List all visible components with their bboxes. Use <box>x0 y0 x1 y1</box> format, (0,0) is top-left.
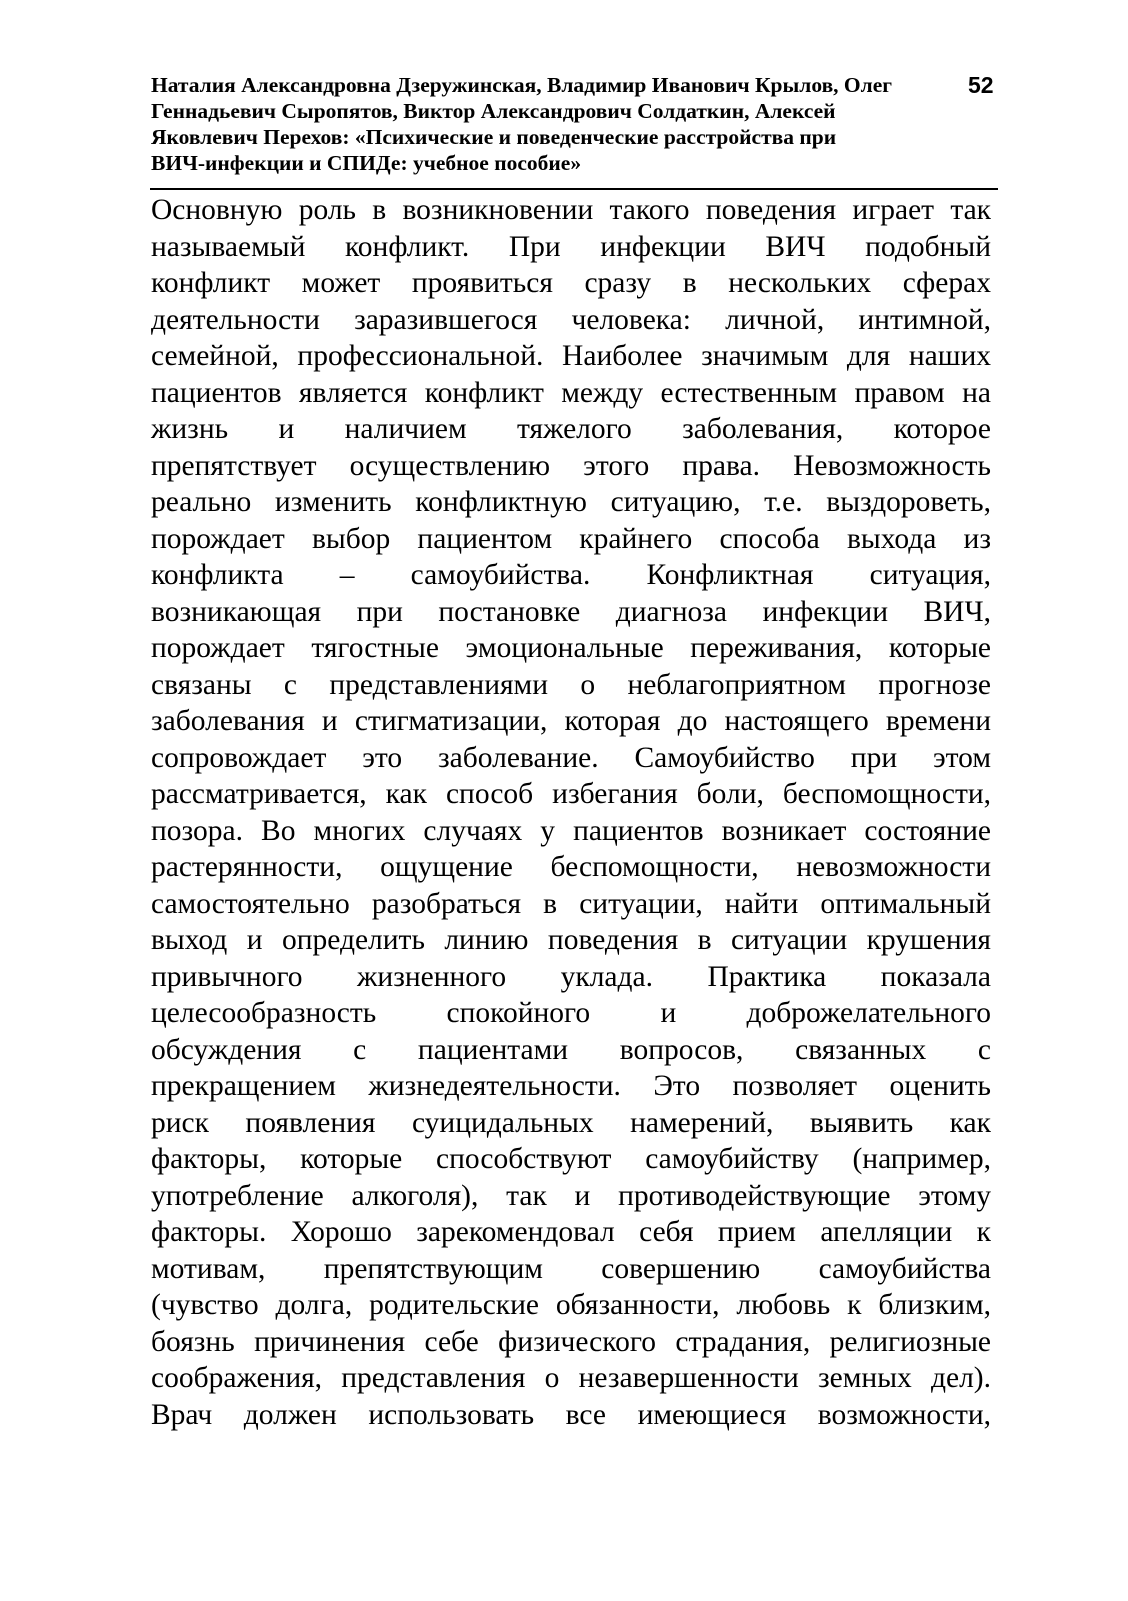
header-divider <box>150 188 998 190</box>
header-line: Яковлевич Перехов: «Психические и поведенческие расстройства при <box>151 125 837 149</box>
text-line: растерянности, ощущение беспомощности, невозможности <box>151 851 991 883</box>
header-line: ВИЧ-инфекции и СПИДе: учебное пособие» <box>151 151 582 175</box>
page-number: 52 <box>968 72 994 98</box>
text-line: реально изменить конфликтную ситуацию, т.е. выздороветь, <box>151 486 991 518</box>
text-line: позора. Во многих случаях у пациентов возникает состояние <box>151 814 991 847</box>
text-line: факторы. Хорошо зарекомендовал себя прием апелляции к <box>151 1216 991 1248</box>
text-line: выход и определить линию поведения в ситуации крушения <box>151 924 991 956</box>
text-line: боязнь причинения себе физического страдания, религиозные <box>151 1325 991 1358</box>
text-line: семейной, профессиональной. Наиболее значимым для наших <box>151 340 991 372</box>
text-line: обсуждения с пациентами вопросов, связанных с <box>151 1033 991 1066</box>
text-line: сопровождает это заболевание. Самоубийство при этом <box>151 741 991 774</box>
text-line: деятельности заразившегося человека: личной, интимной, <box>151 303 991 336</box>
text-line: порождает тягостные эмоциональные переживания, которые <box>151 632 991 664</box>
running-header <box>151 72 997 176</box>
text-line: употребление алкоголя), так и противодействующие этому <box>151 1179 991 1212</box>
text-line: Основную роль в возникновении такого поведения играет так <box>151 194 991 226</box>
text-line: мотивам, препятствующим совершению самоубийства <box>151 1252 991 1285</box>
text-line: рассматривается, как способ избегания боли, беспомощности, <box>151 778 991 810</box>
text-line: (чувство долга, родительские обязанности, любовь к близким, <box>151 1289 991 1321</box>
body-paragraph <box>151 192 991 1433</box>
text-line: конфликта – самоубийства. Конфликтная ситуация, <box>151 559 991 591</box>
text-line: Врач должен использовать все имеющиеся возможности, <box>151 1398 991 1431</box>
text-line: конфликт может проявиться сразу в нескольких сферах <box>151 267 991 299</box>
text-line: связаны с представлениями о неблагоприятном прогнозе <box>151 668 991 701</box>
text-line: заболевания и стигматизации, которая до настоящего времени <box>151 705 991 737</box>
text-line: соображения, представления о незавершенности земных дел). <box>151 1362 991 1394</box>
header-line: Геннадьевич Сыропятов, Виктор Александрович Солдаткин, Алексей <box>151 99 836 123</box>
text-line: возникающая при постановке диагноза инфекции ВИЧ, <box>151 595 991 628</box>
text-line: называемый конфликт. При инфекции ВИЧ подобный <box>151 230 991 263</box>
text-line: самостоятельно разобраться в ситуации, найти оптимальный <box>151 887 991 920</box>
text-line: прекращением жизнедеятельности. Это позволяет оценить <box>151 1070 991 1102</box>
text-line: препятствует осуществлению этого права. Невозможность <box>151 449 991 482</box>
text-line: пациентов является конфликт между естественным правом на <box>151 376 991 409</box>
text-line: целесообразность спокойного и доброжелательного <box>151 997 991 1029</box>
header-line: Наталия Александровна Дзеружинская, Владимир Иванович Крылов, Олег <box>151 73 893 97</box>
text-line: привычного жизненного уклада. Практика показала <box>151 960 991 993</box>
text-line: жизнь и наличием тяжелого заболевания, которое <box>151 413 991 445</box>
text-line: факторы, которые способствуют самоубийству (например, <box>151 1143 991 1175</box>
text-line: риск появления суицидальных намерений, выявить как <box>151 1106 991 1139</box>
text-line: порождает выбор пациентом крайнего способа выхода из <box>151 522 991 555</box>
